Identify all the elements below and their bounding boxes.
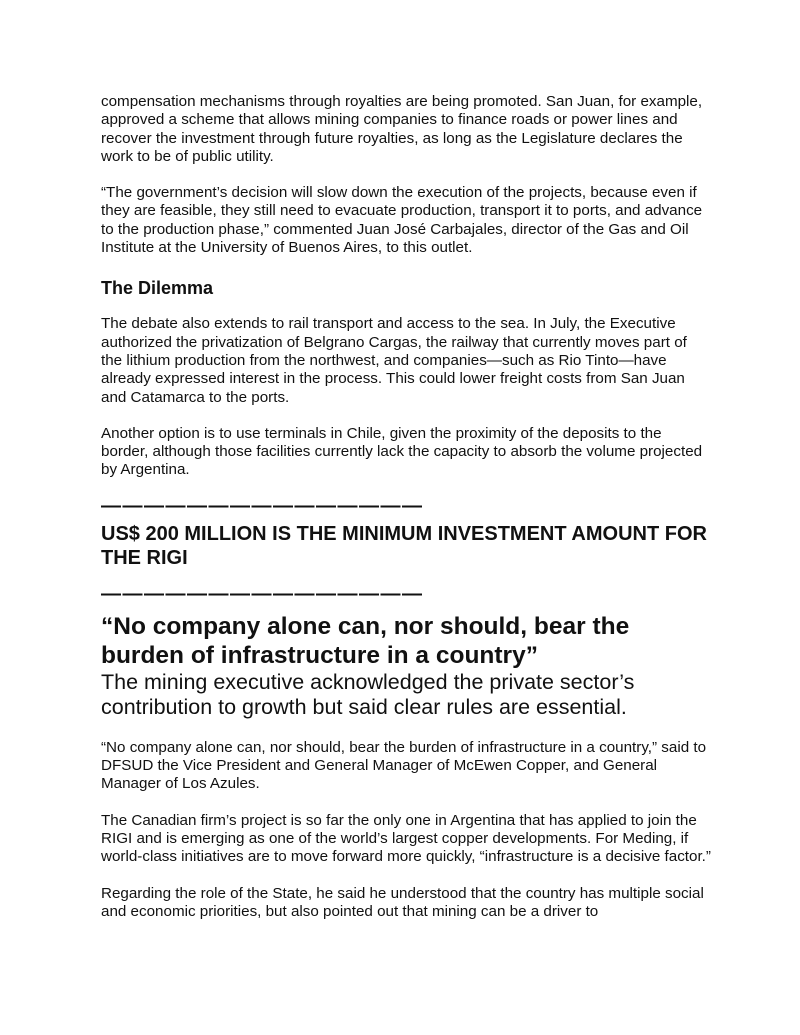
paragraph-executive-quote: “No company alone can, nor should, bear the burden of infrastructure in a country,” said to DFSUD the Vice President and General Manager of McEwen Copper, and General Manager of Los Azules. xyxy=(101,738,707,793)
subheadline: The mining executive acknowledged the private sector’s contribution to growth but said clear rules are essential. xyxy=(101,669,635,719)
quote-headline: “No company alone can, nor should, bear the burden of infrastructure in a country” xyxy=(101,612,630,669)
divider-rule: ——————————————— xyxy=(101,494,424,517)
paragraph-rail-transport: The debate also extends to rail transport and access to the sea. In July, the Executive authorized the privatization of Belgrano Cargas, the railway that currently moves part of the lithium production from the northwest, and companies—such as Rio Tinto—have already expressed interest in the process. This could lower freight costs from San Juan and Catamarca to the ports. xyxy=(101,315,687,406)
divider-rule: ——————————————— xyxy=(101,582,424,605)
paragraph-chile-terminals: Another option is to use terminals in Chile, given the proximity of the deposits to the border, although those facilities currently lack the capacity to absorb the volume projected by Argentina. xyxy=(101,424,703,479)
paragraph-canadian-firm: The Canadian firm’s project is so far the only one in Argentina that has applied to join the RIGI and is emerging as one of the world’s largest copper developments. For Meding, if world-class initiatives are to move forward more quickly, “infrastructure is a decisive factor.” xyxy=(101,811,711,866)
paragraph-royalties: compensation mechanisms through royalties are being promoted. San Juan, for example, approved a scheme that allows mining companies to finance roads or power lines and recover the investment through future royalties, as long as the Legislature declares the work to be of public utility. xyxy=(101,93,703,165)
paragraph-role-of-state: Regarding the role of the State, he said he understood that the country has multiple social and economic priorities, but also pointed out that mining can be a driver to xyxy=(101,884,704,920)
section-heading: The Dilemma xyxy=(101,278,214,299)
callout-heading: US$ 200 MILLION IS THE MINIMUM INVESTMENT AMOUNT FOR THE RIGI xyxy=(101,522,707,569)
paragraph-carbajales-quote: “The government’s decision will slow down the execution of the projects, because even if they are feasible, they still need to evacuate production, transport it to ports, and advance to the production phase,” commented Juan José Carbajales, director of the Gas and Oil Institute at the University of Buenos Aires, to this outlet. xyxy=(101,184,703,257)
article-body xyxy=(101,93,711,921)
